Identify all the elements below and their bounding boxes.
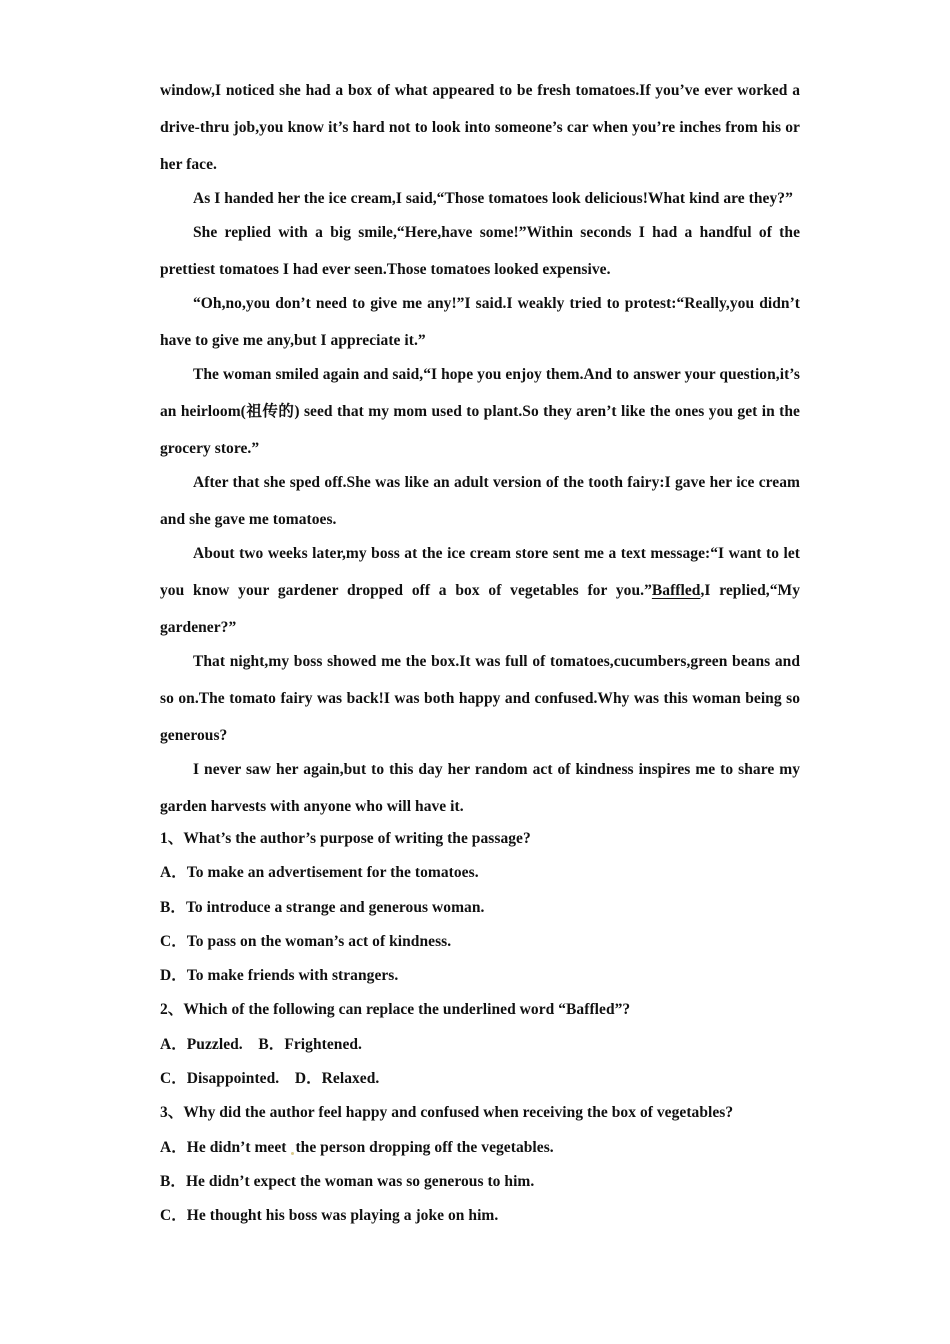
questions-section <box>160 822 800 1234</box>
question-1-option-a: A．To make an advertisement for the tomatoes. <box>160 864 479 882</box>
passage-paragraph-5: The woman smiled again and said,“I hope you enjoy them.And to answer your question,it’s an heirloom(祖传的) seed that my mom used to plant.So they aren’t like the ones you get in the grocery store.” <box>160 366 800 457</box>
question-1-option-b: B．To introduce a strange and generous woman. <box>160 898 485 916</box>
passage-paragraph-3: She replied with a big smile,“Here,have some!”Within seconds I had a handful of the prettiest tomatoes I had ever seen.Those tomatoes looked expensive. <box>160 224 800 278</box>
passage-paragraph-9: I never saw her again,but to this day her random act of kindness inspires me to share my garden harvests with anyone who will have it. <box>160 761 800 815</box>
document-page <box>160 72 800 1234</box>
paragraph-7-text-start: About two weeks later,my boss at the ice cream store sent me a text message:“I want to let you know your gardener dropped off a box of vegetables for you.” <box>160 545 800 599</box>
question-1-option-c: C．To pass on the woman’s act of kindness. <box>160 932 452 950</box>
question-2-options-ab: A．Puzzled. B．Frightened. <box>160 1035 362 1053</box>
question-3-stem: 3、Why did the author feel happy and confused when receiving the box of vegetables? <box>160 1104 734 1122</box>
question-3-option-c: C．He thought his boss was playing a joke on him. <box>160 1207 499 1225</box>
paragraph-7-text-end: ,I replied,“My gardener?” <box>160 582 800 636</box>
question-3-option-a <box>160 1131 800 1165</box>
passage-paragraph-2: As I handed her the ice cream,I said,“Those tomatoes look delicious!What kind are they?” <box>193 190 793 207</box>
passage-paragraph-6: After that she sped off.She was like an adult version of the tooth fairy:I gave her ice cream and she gave me tomatoes. <box>160 474 800 528</box>
question-3-option-a-start: A．He didn’t meet <box>160 1138 291 1156</box>
question-1-stem: 1、What’s the author’s purpose of writing the passage? <box>160 830 531 847</box>
passage-paragraph-1: window,I noticed she had a box of what appeared to be fresh tomatoes.If you’ve ever worked a drive-thru job,you know it’s hard not to look into someone’s car when you’re inches from his or her face. <box>160 82 800 173</box>
passage-paragraph-8: That night,my boss showed me the box.It was full of tomatoes,cucumbers,green beans and so on.The tomato fairy was back!I was both happy and confused.Why was this woman being so generous? <box>160 653 800 744</box>
stray-dot-mark <box>291 1152 294 1155</box>
question-2-stem: 2、Which of the following can replace the underlined word “Baffled”? <box>160 1001 631 1019</box>
question-3-option-b: B．He didn’t expect the woman was so generous to him. <box>160 1172 535 1190</box>
question-2-options-cd: C．Disappointed. D．Relaxed. <box>160 1070 380 1088</box>
underlined-word-baffled: Baffled <box>651 582 701 599</box>
passage-paragraph-4: “Oh,no,you don’t need to give me any!”I said.I weakly tried to protest:“Really,you didn’t have to give me any,but I appreciate it.” <box>160 295 800 349</box>
passage-paragraph-7 <box>160 535 800 646</box>
question-3-option-a-end: the person dropping off the vegetables. <box>295 1138 554 1156</box>
question-1-option-d: D．To make friends with strangers. <box>160 967 399 985</box>
